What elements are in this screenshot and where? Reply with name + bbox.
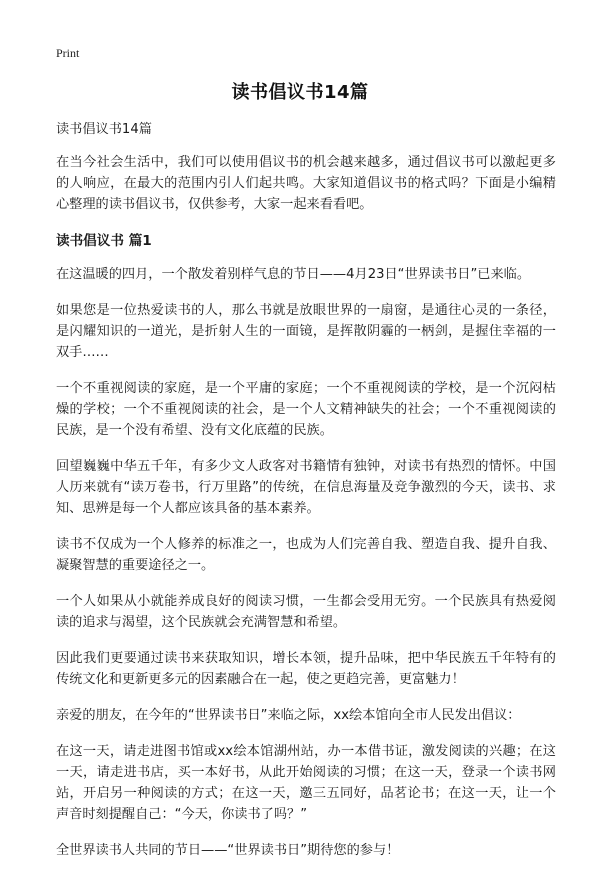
paragraph: 一个人如果从小就能养成良好的阅读习惯，一生都会受用无穷。一个民族具有热爱阅读的追求与渴望，这个民族就会充满智慧和希望。 bbox=[56, 594, 556, 630]
paragraph: 读书不仅成为一个人修养的标准之一，也成为人们完善自我、塑造自我、提升自我、凝聚智慧的重要途径之一。 bbox=[56, 537, 556, 573]
article-subtitle: 读书倡议书14篇 bbox=[56, 122, 152, 137]
paragraph: 回望巍巍中华五千年，有多少文人政客对书籍情有独钟，对读书有热烈的情怀。中国人历来就有“读万卷书，行万里路”的传统，在信息海量及竞争激烈的今天，读书、求知、思辨是每一个人都应该具备的基本素养。 bbox=[56, 459, 556, 516]
paragraph: 如果您是一位热爱读书的人，那么书就是放眼世界的一扇窗，是通往心灵的一条径，是闪耀知识的一道光，是折射人生的一面镜，是挥散阴霾的一柄剑，是握住幸福的一双手…… bbox=[56, 303, 556, 360]
paragraph: 因此我们更要通过读书来获取知识，增长本领，提升品味，把中华民族五千年特有的传统文化和更新更多元的因素融合在一起，使之更趋完善，更富魅力！ bbox=[56, 651, 556, 687]
paragraph: 一个不重视阅读的家庭，是一个平庸的家庭；一个不重视阅读的学校，是一个沉闷枯燥的学校；一个不重视阅读的社会，是一个人文精神缺失的社会；一个不重视阅读的民族，是一个没有希望、没有文化底蕴的民族。 bbox=[56, 381, 556, 438]
print-link[interactable]: Print bbox=[56, 46, 80, 60]
intro-paragraph: 在当今社会生活中，我们可以使用倡议书的机会越来越多，通过倡议书可以激起更多的人响应，在最大的范围内引人们起共鸣。大家知道倡议书的格式吗？下面是小编精心整理的读书倡议书，仅供参考，大家一起来看看吧。 bbox=[56, 155, 556, 212]
section-heading: 读书倡议书 篇1 bbox=[56, 233, 152, 249]
paragraph: 在这温暖的四月，一个散发着别样气息的节日——4月23日“世界读书日”已来临。 bbox=[56, 267, 531, 282]
article-body bbox=[56, 119, 556, 876]
paragraph: 在这一天，请走进图书馆或xx绘本馆湖州站，办一本借书证，激发阅读的兴趣；在这一天，请走进书店，买一本好书，从此开始阅读的习惯；在这一天，登录一个读书网站，开启另一种阅读的方式；在这一天，邀三五同好，品茗论书；在这一天，让一个声音时刻提醒自己：“今天，你读书了吗？” bbox=[56, 744, 556, 822]
paragraph: 亲爱的朋友，在今年的“世界读书日”来临之际，xx绘本馆向全市人民发出倡议： bbox=[56, 708, 521, 723]
paragraph: 全世界读书人共同的节日——“世界读书日”期待您的参与！ bbox=[56, 843, 400, 858]
page-title: 读书倡议书14篇 bbox=[231, 82, 369, 103]
